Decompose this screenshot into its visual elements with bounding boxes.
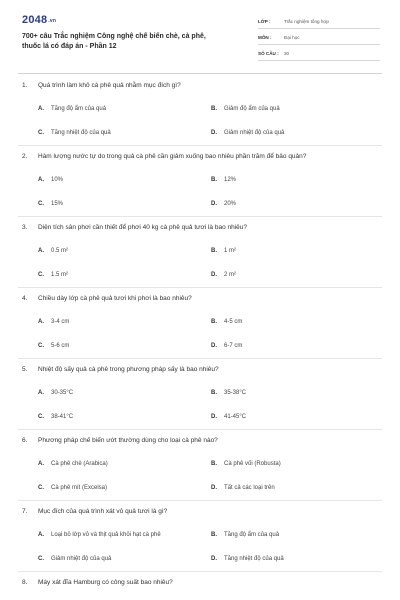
option-text: 3-4 cm	[51, 319, 70, 325]
option-text: Giảm nhiệt độ của quả	[224, 130, 285, 136]
option-letter: B.	[211, 461, 217, 467]
question-number: 5.	[22, 366, 28, 373]
option-letter: C.	[38, 130, 44, 136]
option-letter: A.	[38, 248, 44, 254]
option-letter: C.	[38, 414, 44, 420]
option-letter: D.	[211, 272, 217, 278]
question-text: Hàm lượng nước tự do trong quả cà phê cần giảm xuống bao nhiêu phần trăm để bảo quản?	[38, 153, 307, 160]
option-text: 10%	[51, 177, 64, 183]
option-letter: D.	[211, 556, 217, 562]
question-separator	[18, 145, 382, 146]
option-text: 0.5 m²	[51, 248, 69, 254]
question-separator	[18, 571, 382, 572]
option-letter: D.	[211, 485, 217, 491]
question-separator	[18, 429, 382, 430]
option-text: Giảm độ ẩm của quả	[224, 106, 280, 112]
question-number: 1.	[22, 82, 28, 89]
option-letter: A.	[38, 106, 44, 112]
option-letter: B.	[211, 177, 217, 183]
option-letter: C.	[38, 272, 44, 278]
question-number: 6.	[22, 437, 28, 444]
question-number: 2.	[22, 153, 28, 160]
option-letter: B.	[211, 106, 217, 112]
option-letter: D.	[211, 414, 217, 420]
question-text: Nhiệt độ sấy quả cà phê trong phương pháp sấy là bao nhiêu?	[38, 366, 219, 373]
site-logo[interactable]	[22, 14, 56, 26]
option-letter: D.	[211, 201, 217, 207]
meta-class-label: LỚP :	[258, 19, 271, 24]
option-letter: C.	[38, 343, 44, 349]
question-separator	[18, 358, 382, 359]
option-text: Tăng nhiệt độ của quả	[51, 130, 111, 136]
option-text: 6-7 cm	[224, 343, 243, 349]
option-letter: A.	[38, 461, 44, 467]
option-text: Tất cả các loại trên	[224, 485, 275, 491]
option-text: 20%	[224, 201, 237, 207]
option-text: 30-35°C	[51, 390, 74, 396]
meta-count-label: SỐ CÂU :	[258, 51, 279, 56]
option-letter: B.	[211, 319, 217, 325]
option-text: Tăng độ ẩm của quả	[224, 532, 280, 538]
option-text: 35-38°C	[224, 390, 247, 396]
question-separator	[18, 287, 382, 288]
option-text: Cà phê chè (Arabica)	[51, 461, 108, 467]
meta-subject	[258, 32, 380, 45]
question-number: 3.	[22, 224, 28, 231]
option-text: 2 m²	[224, 272, 236, 278]
option-letter: C.	[38, 485, 44, 491]
question-separator	[18, 500, 382, 501]
option-letter: B.	[211, 532, 217, 538]
question-text: Máy xát đĩa Hamburg có công suất bao nhiêu?	[38, 579, 173, 586]
question-number: 8.	[22, 579, 28, 586]
header-divider	[18, 73, 382, 74]
option-text: 1 m²	[224, 248, 236, 254]
option-letter: D.	[211, 343, 217, 349]
option-letter: D.	[211, 130, 217, 136]
option-text: 1.5 m²	[51, 272, 69, 278]
meta-subject-label: MÔN :	[258, 35, 272, 40]
option-letter: A.	[38, 177, 44, 183]
meta-count	[258, 48, 380, 61]
option-text: Tăng độ ẩm của quả	[51, 106, 107, 112]
option-text: 41-45°C	[224, 414, 247, 420]
meta-class-value: Trắc nghiệm tổng hợp	[284, 19, 329, 24]
meta-count-value: 30	[284, 51, 290, 56]
option-text: Giảm nhiệt độ của quả	[51, 556, 112, 562]
question-text: Mục đích của quá trình xát vỏ quả tươi là gì?	[38, 508, 168, 515]
meta-class	[258, 16, 380, 29]
question-text: Quá trình làm khô cà phê quả nhằm mục đích gì?	[38, 82, 181, 89]
option-text: Tăng nhiệt độ của quả	[224, 556, 284, 562]
document-header	[0, 0, 400, 72]
question-number: 7.	[22, 508, 28, 515]
question-separator	[18, 216, 382, 217]
logo-main: 2048	[22, 14, 48, 26]
document-title: 700+ câu Trắc nghiệm Công nghệ chế biến chè, cà phê, thuốc lá có đáp án - Phần 12	[22, 33, 206, 50]
option-letter: A.	[38, 532, 44, 538]
option-text: 5-6 cm	[51, 343, 70, 349]
option-text: Loại bỏ lớp vỏ và thịt quả khỏi hạt cà phê	[51, 532, 161, 538]
question-number: 4.	[22, 295, 28, 302]
option-letter: C.	[38, 556, 44, 562]
option-text: 15%	[51, 201, 64, 207]
option-text: 4-5 cm	[224, 319, 243, 325]
question-text: Diện tích sân phơi cần thiết để phơi 40 kg cà phê quả tươi là bao nhiêu?	[38, 224, 248, 231]
option-letter: C.	[38, 201, 44, 207]
option-text: 38-41°C	[51, 414, 74, 420]
logo-suffix: .vn	[48, 18, 57, 24]
option-text: 12%	[224, 177, 237, 183]
option-text: Cà phê mít (Excelsa)	[51, 485, 108, 491]
option-text: Cà phê vối (Robusta)	[224, 461, 281, 467]
question-text: Phương pháp chế biến ướt thường dùng cho loại cà phê nào?	[38, 437, 218, 444]
option-letter: B.	[211, 390, 217, 396]
meta-subject-value: Đại học	[284, 35, 300, 40]
question-text: Chiều dày lớp cà phê quả tươi khi phơi là bao nhiêu?	[38, 295, 192, 302]
option-letter: A.	[38, 319, 44, 325]
option-letter: B.	[211, 248, 217, 254]
option-letter: A.	[38, 390, 44, 396]
